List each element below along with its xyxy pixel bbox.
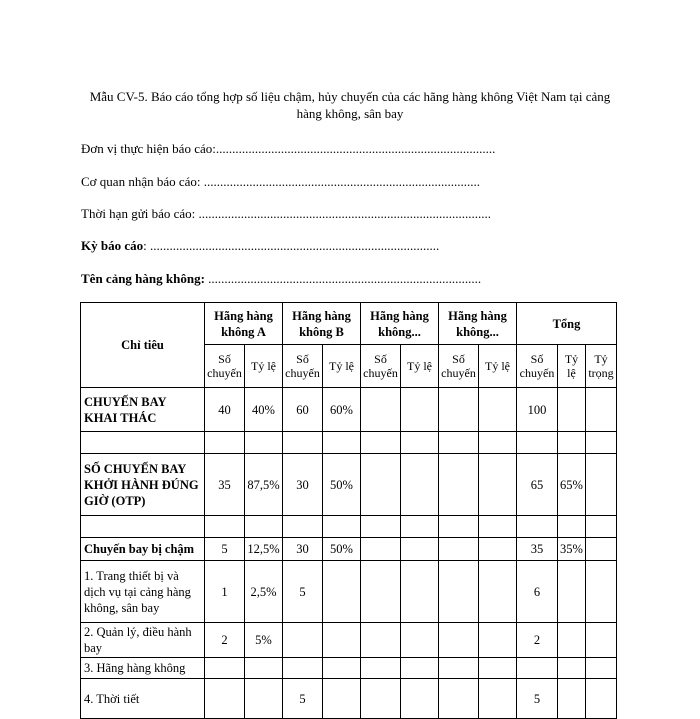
table-cell xyxy=(479,388,517,432)
table-row xyxy=(81,561,617,623)
table-cell xyxy=(586,538,617,561)
table-cell xyxy=(479,516,517,538)
row-label xyxy=(81,516,205,538)
table-cell xyxy=(283,432,323,454)
table-cell xyxy=(479,679,517,719)
sub-count: Số chuyến xyxy=(439,345,479,388)
field-dots: ...................................................................................... xyxy=(215,141,496,156)
table-cell: 2,5% xyxy=(245,561,283,623)
table-cell xyxy=(558,623,586,658)
row-label: CHUYẾN BAY KHAI THÁC xyxy=(81,388,205,432)
header-row-groups xyxy=(81,303,617,345)
sub-weight: Tỷ trọng xyxy=(586,345,617,388)
field-airport-name xyxy=(81,271,481,287)
table-cell: 5 xyxy=(517,679,558,719)
sub-count: Số chuyến xyxy=(205,345,245,388)
row-label: 2. Quản lý, điều hành bay xyxy=(81,623,205,658)
table-cell xyxy=(401,538,439,561)
table-cell: 50% xyxy=(323,454,361,516)
table-cell: 2 xyxy=(205,623,245,658)
table-cell xyxy=(361,623,401,658)
table-cell: 35 xyxy=(205,454,245,516)
field-label: Đơn vị thực hiện báo cáo: xyxy=(81,141,216,156)
table-cell: 87,5% xyxy=(245,454,283,516)
table-cell: 5 xyxy=(283,561,323,623)
table-cell xyxy=(361,561,401,623)
field-reporting-period xyxy=(81,238,439,254)
table-cell: 60 xyxy=(283,388,323,432)
field-dots: .......................................................................................... xyxy=(198,206,492,221)
header-airline-3: Hãng hàng không... xyxy=(361,303,439,345)
report-table xyxy=(80,302,617,719)
table-cell xyxy=(439,388,479,432)
table-cell xyxy=(323,658,361,679)
table-cell xyxy=(361,538,401,561)
table-cell xyxy=(361,454,401,516)
table-cell xyxy=(586,623,617,658)
table-cell xyxy=(401,679,439,719)
field-receiving-agency xyxy=(81,174,480,190)
table-cell xyxy=(361,516,401,538)
table-cell xyxy=(558,432,586,454)
table-cell xyxy=(401,432,439,454)
table-cell xyxy=(586,454,617,516)
table-cell xyxy=(361,388,401,432)
table-cell xyxy=(361,679,401,719)
table-cell xyxy=(439,623,479,658)
table-cell xyxy=(586,516,617,538)
table-row xyxy=(81,623,617,658)
table-cell xyxy=(361,432,401,454)
table-cell xyxy=(401,388,439,432)
table-cell xyxy=(439,516,479,538)
header-indicator: Chỉ tiêu xyxy=(81,303,205,388)
table-cell xyxy=(245,516,283,538)
table-cell xyxy=(586,432,617,454)
table-cell xyxy=(439,538,479,561)
table-cell xyxy=(245,658,283,679)
table-cell xyxy=(401,623,439,658)
table-cell xyxy=(323,561,361,623)
table-cell: 6 xyxy=(517,561,558,623)
field-label: Cơ quan nhận báo cáo: xyxy=(81,174,204,189)
header-total: Tổng xyxy=(517,303,617,345)
table-cell xyxy=(479,454,517,516)
table-cell xyxy=(205,432,245,454)
table-cell xyxy=(517,658,558,679)
table-cell xyxy=(558,388,586,432)
header-airline-4: Hãng hàng không... xyxy=(439,303,517,345)
table-cell: 1 xyxy=(205,561,245,623)
table-cell: 40% xyxy=(245,388,283,432)
table-cell xyxy=(401,516,439,538)
header-airline-a: Hãng hàng không A xyxy=(205,303,283,345)
row-label: SỐ CHUYẾN BAY KHỞI HÀNH ĐÚNG GIỜ (OTP) xyxy=(81,454,205,516)
table-cell: 5 xyxy=(283,679,323,719)
table-cell xyxy=(205,658,245,679)
table-cell xyxy=(479,538,517,561)
table-cell: 30 xyxy=(283,538,323,561)
sub-rate: Tỷ lệ xyxy=(401,345,439,388)
table-row xyxy=(81,538,617,561)
table-cell xyxy=(586,388,617,432)
row-label: 1. Trang thiết bị và dịch vụ tại cảng hàng không, sân bay xyxy=(81,561,205,623)
table-cell xyxy=(558,516,586,538)
table-row xyxy=(81,516,617,538)
table-row xyxy=(81,432,617,454)
table-cell: 35% xyxy=(558,538,586,561)
row-label: Chuyến bay bị chậm xyxy=(81,538,205,561)
table-cell xyxy=(323,623,361,658)
table-cell xyxy=(439,658,479,679)
sub-count: Số chuyến xyxy=(361,345,401,388)
table-cell xyxy=(323,432,361,454)
field-label: Kỳ báo cáo xyxy=(81,238,144,253)
field-deadline xyxy=(81,206,491,222)
field-reporting-unit xyxy=(81,141,495,157)
table-cell xyxy=(361,658,401,679)
table-cell xyxy=(479,561,517,623)
table-cell xyxy=(586,561,617,623)
field-dots: ..................................................................................... xyxy=(203,174,481,189)
field-dots: .................................................................................... xyxy=(208,271,482,286)
table-cell: 40 xyxy=(205,388,245,432)
table-cell xyxy=(323,679,361,719)
table-cell xyxy=(558,679,586,719)
table-cell xyxy=(517,432,558,454)
table-cell xyxy=(558,658,586,679)
field-label: Tên cảng hàng không: xyxy=(81,271,209,286)
table-cell xyxy=(245,432,283,454)
table-cell xyxy=(558,561,586,623)
table-cell xyxy=(205,516,245,538)
sub-rate: Tỷ lệ xyxy=(323,345,361,388)
table-cell xyxy=(439,454,479,516)
table-cell xyxy=(479,432,517,454)
table-cell xyxy=(401,454,439,516)
sub-rate: Tỷ lệ xyxy=(558,345,586,388)
table-cell xyxy=(401,561,439,623)
table-cell: 65 xyxy=(517,454,558,516)
table-cell xyxy=(283,623,323,658)
row-label xyxy=(81,432,205,454)
table-cell: 5% xyxy=(245,623,283,658)
table-cell xyxy=(283,516,323,538)
table-row xyxy=(81,658,617,679)
sub-count: Số chuyến xyxy=(283,345,323,388)
table-body xyxy=(81,388,617,719)
table-cell: 65% xyxy=(558,454,586,516)
table-cell xyxy=(439,679,479,719)
table-cell xyxy=(205,679,245,719)
table-cell xyxy=(323,516,361,538)
table-row xyxy=(81,679,617,719)
header-airline-b: Hãng hàng không B xyxy=(283,303,361,345)
table-row xyxy=(81,388,617,432)
field-dots: : ......................................................................................... xyxy=(143,238,440,253)
table-cell: 50% xyxy=(323,538,361,561)
table-cell: 60% xyxy=(323,388,361,432)
sub-count: Số chuyến xyxy=(517,345,558,388)
table-cell xyxy=(517,516,558,538)
report-title: Mẫu CV-5. Báo cáo tổng hợp số liệu chậm, hủy chuyến của các hãng hàng không Việt Nam tại cảng hàng không, sân bay xyxy=(89,89,611,121)
table-cell: 12,5% xyxy=(245,538,283,561)
table-cell: 35 xyxy=(517,538,558,561)
field-label: Thời hạn gửi báo cáo: xyxy=(81,206,199,221)
table-cell: 2 xyxy=(517,623,558,658)
row-label: 3. Hãng hàng không xyxy=(81,658,205,679)
table-cell xyxy=(401,658,439,679)
table-cell: 5 xyxy=(205,538,245,561)
table-cell xyxy=(479,658,517,679)
table-cell xyxy=(479,623,517,658)
table-cell: 30 xyxy=(283,454,323,516)
row-label: 4. Thời tiết xyxy=(81,679,205,719)
table-cell xyxy=(439,561,479,623)
table-cell xyxy=(283,658,323,679)
sub-rate: Tỷ lệ xyxy=(245,345,283,388)
table-cell xyxy=(586,658,617,679)
table-cell: 100 xyxy=(517,388,558,432)
table-row xyxy=(81,454,617,516)
table-cell xyxy=(439,432,479,454)
sub-rate: Tỷ lệ xyxy=(479,345,517,388)
table-cell xyxy=(586,679,617,719)
table-cell xyxy=(245,679,283,719)
